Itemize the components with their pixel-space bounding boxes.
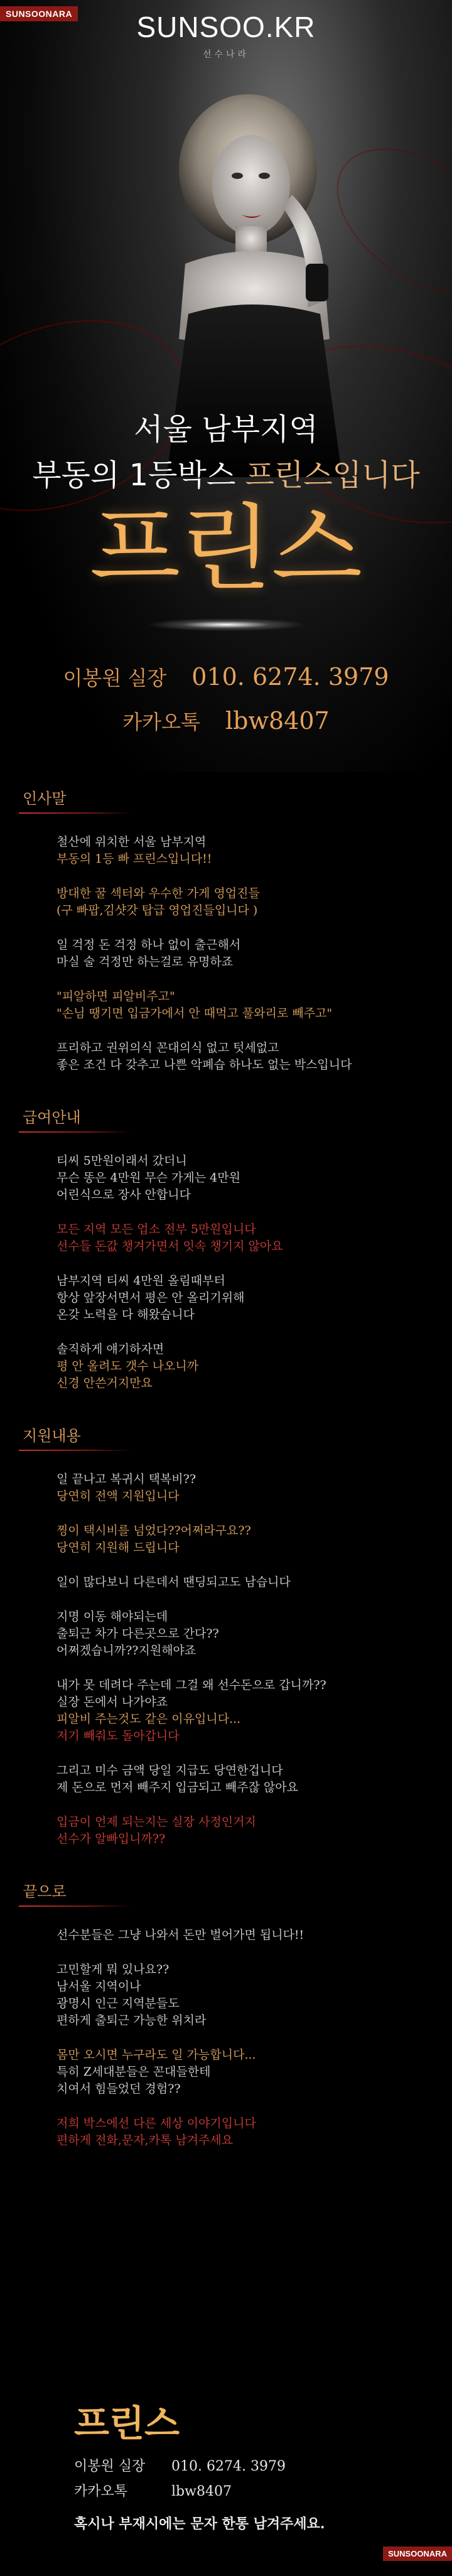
footer-brand: 프린스	[74, 2402, 180, 2445]
footer-note: 혹시나 부재시에는 문자 한통 남겨주세요.	[74, 2516, 325, 2532]
contact-phone[interactable]: 010. 6274. 3979	[191, 663, 389, 691]
section-header	[0, 772, 452, 817]
section-header	[0, 1865, 452, 1910]
contact-kakao[interactable]	[0, 706, 452, 735]
paragraph: 고민할게 뭐 있나요?? 남서울 지역이나 광명시 인근 지역분들도 편하게 출퇴근 가능한 위치라	[56, 1963, 207, 2027]
brand-glow	[148, 618, 304, 631]
paragraph: 그리고 미수 금액 당일 지급도 당연한겁니다 제 돈으로 먼저 빼주지 입금되고 빼주잖 않아요	[56, 1764, 298, 1794]
section-closing	[0, 1865, 452, 2149]
contact-kakao-label: 카카오톡	[122, 710, 200, 734]
site-title[interactable]: SUNSOO.KR	[136, 11, 316, 43]
paragraph: 찡이 택시비를 넘었다??어쩌라구요?? 당연히 지원해 드립니다	[56, 1524, 251, 1555]
section-divider	[19, 812, 132, 814]
contact-kakao-id[interactable]: lbw8407	[225, 707, 330, 735]
section-divider	[19, 1131, 132, 1133]
contact-manager-label: 이봉원 실장	[63, 666, 167, 690]
footer	[0, 2381, 452, 2576]
hero-headline-line1: 서울 남부지역	[134, 412, 318, 447]
paragraph: 선수분들은 그냥 나와서 돈만 벌어가면 됩니다!!	[56, 1928, 304, 1942]
section-support	[0, 1409, 452, 1848]
section-title: 지원내용	[23, 1427, 81, 1445]
site-subtitle: 선수나라	[202, 49, 250, 59]
footer-kakao-label: 카카오톡	[74, 2484, 128, 2499]
paragraph: 몸만 오시면 누구라도 일 가능합니다... 특히 Z세대분들은 꼰대들한테 치여서 힘들었던 경험??	[56, 2048, 256, 2096]
section-body	[0, 1136, 452, 1392]
paragraph: 남부지역 티씨 4만원 올림때부터 항상 앞장서면서 평은 안 올리기위해 온갖 노력을 다 해왔습니다	[56, 1274, 245, 1322]
contact-manager[interactable]	[0, 662, 452, 691]
paragraph: "피알하면 피알비주고" "손님 땡기면 입금가에서 안 때먹고 풀와리로 빼주고"	[56, 989, 333, 1020]
paragraph: 방대한 꿀 섹터와 우수한 가게 영업진들 (구 빠팝,김샷갓 탑급 영업진들입니다 )	[56, 887, 260, 917]
section-body	[0, 1910, 452, 2149]
section-body	[0, 817, 452, 1074]
paragraph: 프리하고 권위의식 꼰대의식 없고 텃세없고 좋은 조건 다 갖추고 나쁜 악폐습 하나도 없는 박스입니다	[56, 1041, 352, 1072]
footer-badge[interactable]: SUNSOONARA	[383, 2546, 452, 2561]
footer-kakao[interactable]	[74, 2481, 232, 2500]
section-body	[0, 1455, 452, 1848]
section-header	[0, 1409, 452, 1455]
section-salary	[0, 1091, 452, 1392]
section-greeting	[0, 772, 452, 1074]
paragraph: 일 끝나고 복귀시 택복비?? 당연히 전액 지원입니다	[56, 1472, 196, 1503]
paragraph: 모든 지역 모든 업소 전부 5만원입니다 선수들 돈값 챙겨가면서 잇속 챙기지 않아요	[56, 1222, 283, 1253]
section-divider	[19, 1905, 132, 1907]
footer-manager-label: 이봉원 실장	[74, 2459, 146, 2474]
section-divider	[19, 1450, 132, 1451]
paragraph: 철산에 위치한 서울 남부지역 부동의 1등 빠 프린스입니다!!	[56, 835, 212, 866]
section-title: 인사말	[23, 790, 67, 807]
paragraph: 지명 이동 해야되는데 출퇴근 차가 다른곳으로 간다?? 어쩌겠습니까??지원해야죠	[56, 1610, 219, 1657]
brand-badge[interactable]: SUNSOONARA	[0, 6, 78, 21]
section-title: 끝으로	[23, 1883, 67, 1900]
paragraph: 저희 박스에선 다른 세상 이야기입니다 편하게 전화,문자,카톡 남겨주세요	[56, 2116, 256, 2147]
paragraph: 일이 많다보니 다른데서 땐딩되고도 남습니다	[56, 1575, 291, 1589]
footer-kakao-id[interactable]: lbw8407	[171, 2484, 232, 2499]
footer-phone[interactable]: 010. 6274. 3979	[171, 2459, 286, 2474]
paragraph: 내가 못 데려다 주는데 그걸 왜 선수돈으로 갑니까?? 실장 돈에서 나가야죠 피알비 주는것도 같은 이유입니다... 저기 빼줘도 돌아갑니다	[56, 1678, 326, 1743]
hero-headline-line2: 부동의 1등박스 프린스입니다	[32, 458, 420, 493]
section-header	[0, 1091, 452, 1136]
hero-brand: 프린스	[89, 495, 363, 604]
paragraph: 솔직하게 얘기하자면 평 안 올려도 갯수 나오니까 신경 안쓴거지만요	[56, 1342, 199, 1390]
section-title: 급여안내	[23, 1109, 81, 1126]
footer-manager[interactable]	[74, 2455, 286, 2475]
paragraph: 일 걱정 돈 걱정 하나 없이 출근해서 마실 술 걱정만 하는걸로 유명하죠	[56, 938, 241, 969]
hero-banner	[0, 0, 452, 772]
paragraph: 티씨 5만원이래서 갔더니 무슨 똥은 4만원 무슨 가게는 4만원 어린식으로 장사 안합니다	[56, 1154, 240, 1202]
paragraph: 입금이 언제 되는지는 실장 사정인거지 선수가 알빠입니까??	[56, 1815, 256, 1846]
